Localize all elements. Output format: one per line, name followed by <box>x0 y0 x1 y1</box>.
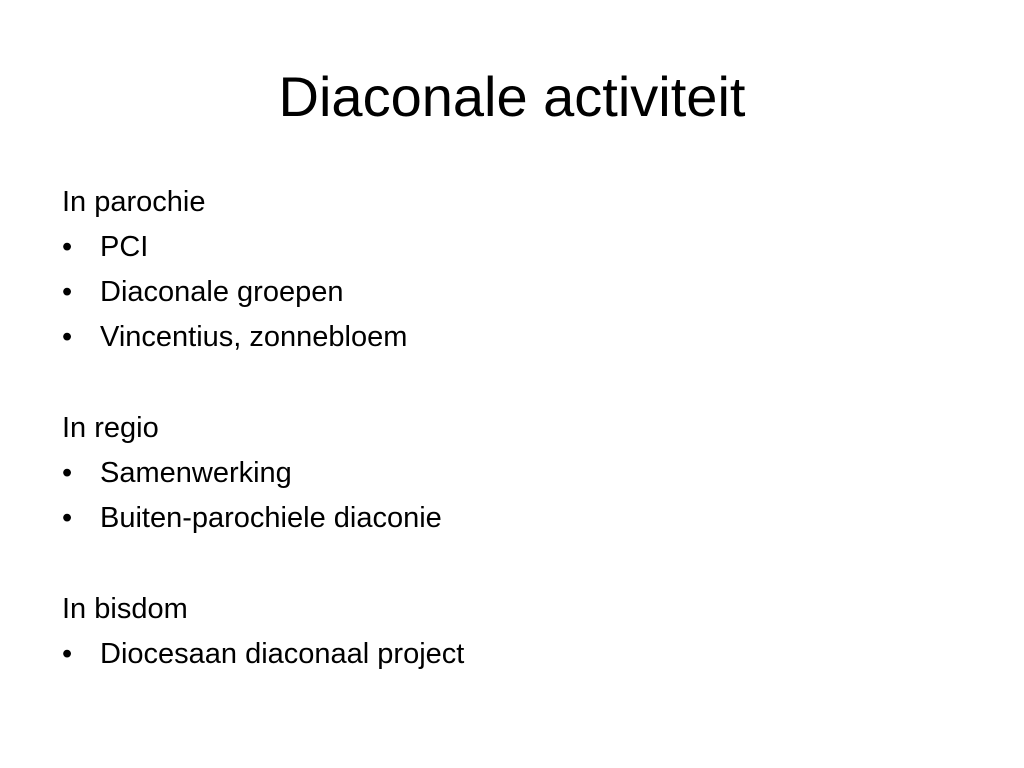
list-item <box>62 225 962 270</box>
list-item <box>62 451 962 496</box>
section-in-parochie <box>62 180 962 360</box>
list-item-text: Diaconale groepen <box>100 276 344 308</box>
bullet-list <box>62 632 962 677</box>
bullet-icon: • <box>62 502 73 534</box>
bullet-icon: • <box>62 638 73 670</box>
list-item <box>62 270 962 315</box>
section-in-bisdom <box>62 587 962 677</box>
list-item-text: Samenwerking <box>100 457 292 489</box>
list-item-text: PCI <box>100 231 149 263</box>
slide-title: Diaconale activiteit <box>278 65 746 128</box>
section-heading: In bisdom <box>62 593 188 625</box>
list-item <box>62 632 962 677</box>
slide-body <box>62 180 962 723</box>
bullet-icon: • <box>62 457 73 489</box>
bullet-list <box>62 451 962 541</box>
section-in-regio <box>62 406 962 541</box>
list-item <box>62 315 962 360</box>
bullet-list <box>62 225 962 360</box>
list-item-text: Vincentius, zonnebloem <box>100 321 408 353</box>
bullet-icon: • <box>62 276 73 308</box>
section-heading: In parochie <box>62 186 206 218</box>
list-item <box>62 496 962 541</box>
list-item-text: Buiten-parochiele diaconie <box>100 502 442 534</box>
bullet-icon: • <box>62 321 73 353</box>
list-item-text: Diocesaan diaconaal project <box>100 638 465 670</box>
section-heading: In regio <box>62 412 159 444</box>
bullet-icon: • <box>62 231 73 263</box>
